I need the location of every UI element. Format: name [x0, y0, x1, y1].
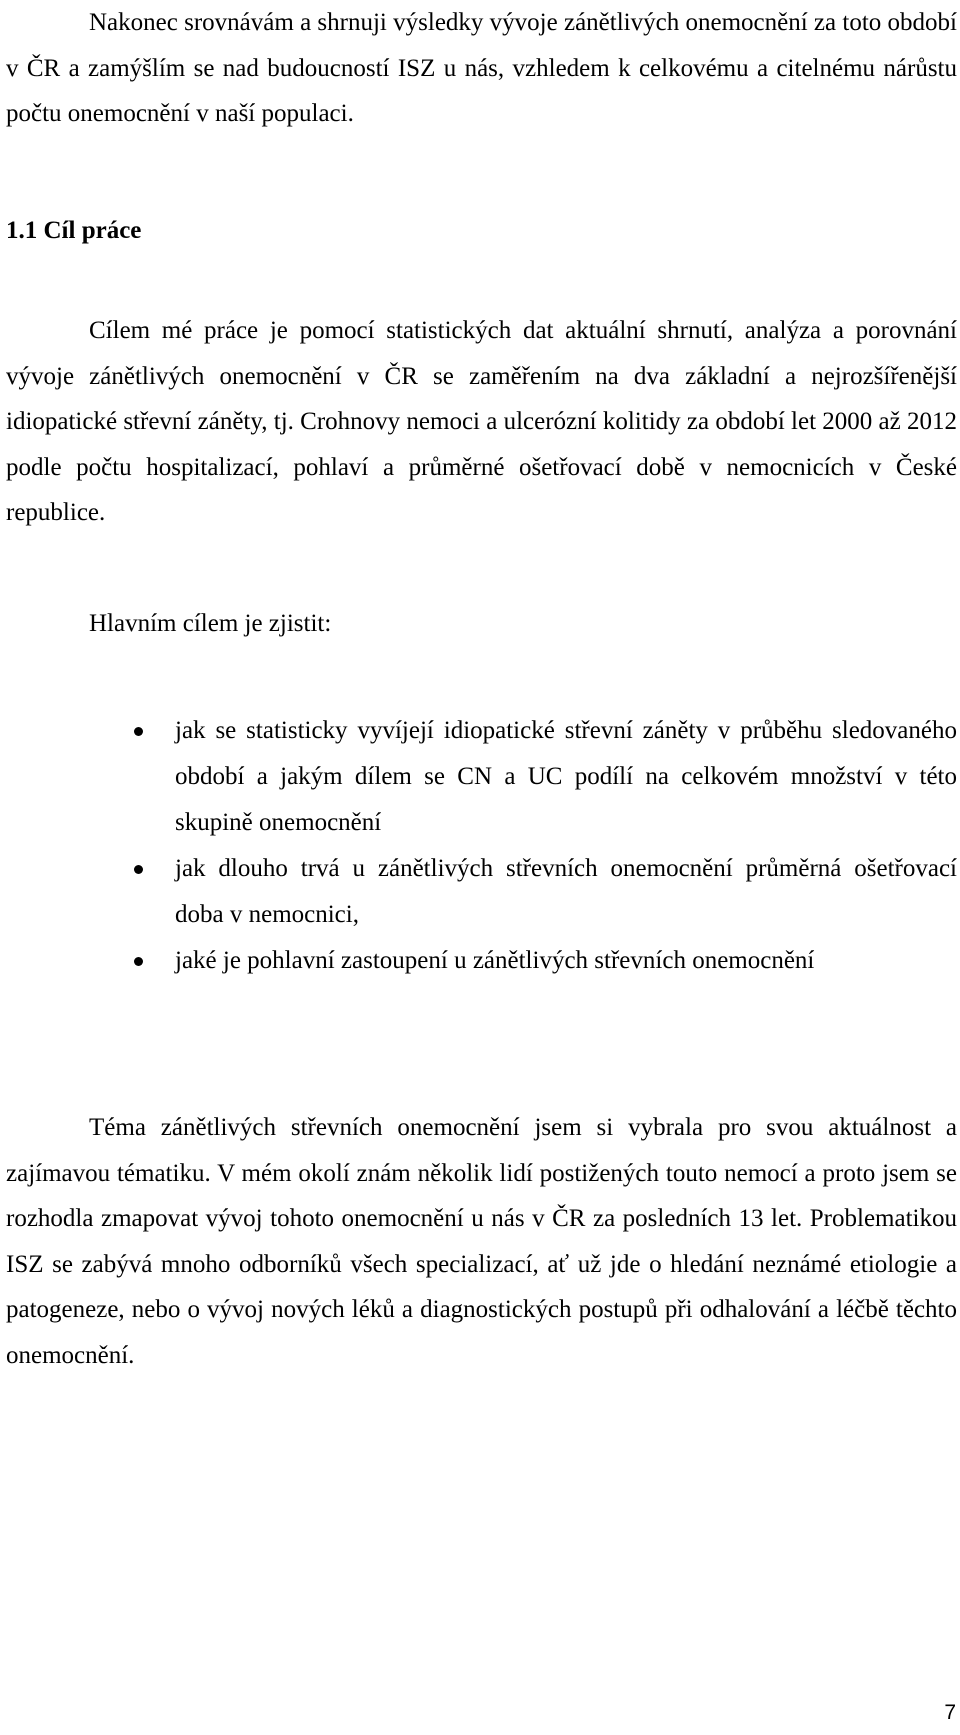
bullet-dot-icon	[134, 957, 143, 966]
list-item	[0, 708, 960, 846]
list-item-text: jak dlouho trvá u zánětlivých střevních onemocnění průměrná ošetřovací doba v nemocnici,	[175, 855, 957, 928]
main-goal-label: Hlavním cílem je zjistit:	[89, 610, 332, 637]
list-item	[0, 846, 960, 938]
bullet-dot-icon	[134, 727, 143, 736]
goal-paragraph: Cílem mé práce je pomocí statistických dat aktuální shrnutí, analýza a porovnání vývoje zánětlivých onemocnění v ČR se zaměřením na dva základní a nejrozšířenější idiopatické střevní záněty, tj. Crohnovy nemoci a ulcerózní kolitidy za období let 2000 až 2012 podle počtu hospitalizací, pohlaví a průměrné ošetřovací době v nemocnicích v České republice.	[6, 317, 957, 526]
section-heading: 1.1 Cíl práce	[6, 217, 142, 244]
list-item-text: jak se statisticky vyvíjejí idiopatické střevní záněty v průběhu sledovaného období a jakým dílem se CN a UC podílí na celkovém množství v této skupině onemocnění	[175, 717, 957, 836]
list-item	[0, 938, 960, 984]
topic-paragraph: Téma zánětlivých střevních onemocnění jsem si vybrala pro svou aktuálnost a zajímavou tématiku. V mém okolí znám několik lidí postižených touto nemocí a proto jsem se rozhodla zmapovat vývoj tohoto onemocnění u nás v ČR za posledních 13 let. Problematikou ISZ se zabývá mnoho odborníků všech specializací, ať už jde o hledání neznámé etiologie a patogeneze, nebo o vývoj nových léků a diagnostických postupů při odhalování a léčbě těchto onemocnění.	[6, 1114, 957, 1369]
goal-bullet-list	[0, 708, 960, 984]
intro-paragraph: Nakonec srovnávám a shrnuji výsledky vývoje zánětlivých onemocnění za toto období v ČR a zamýšlím se nad budoucností ISZ u nás, vzhledem k celkovému a citelnému nárůstu počtu onemocnění v naší populaci.	[6, 9, 957, 127]
page-number: 7	[944, 1701, 956, 1724]
list-item-text: jaké je pohlavní zastoupení u zánětlivých střevních onemocnění	[175, 947, 815, 974]
bullet-dot-icon	[134, 865, 143, 874]
